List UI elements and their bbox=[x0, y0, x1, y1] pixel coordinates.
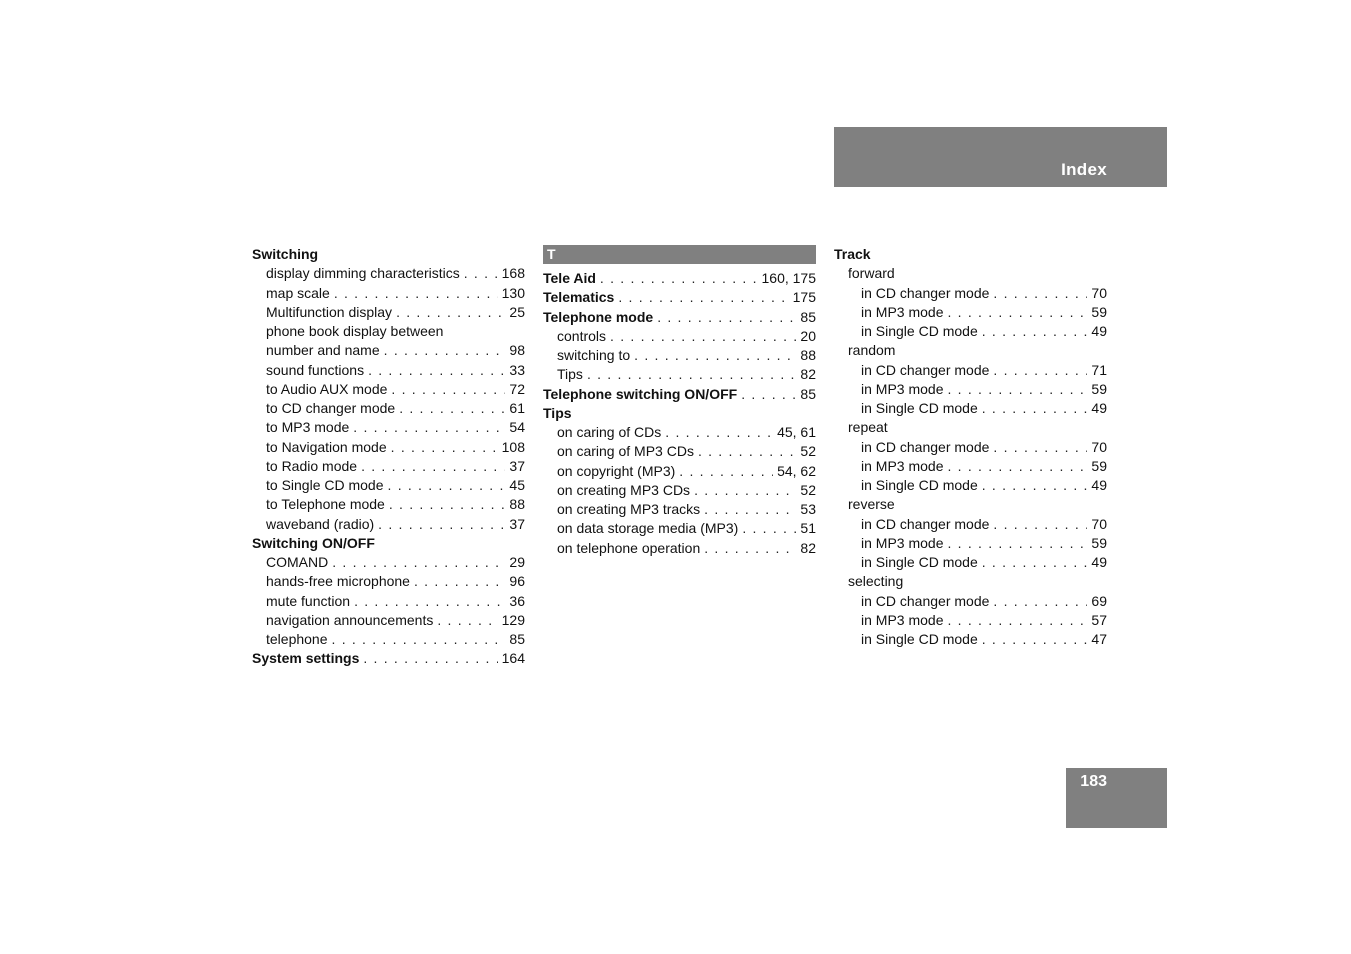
entry-text: in MP3 mode bbox=[861, 380, 944, 397]
index-subentry bbox=[834, 284, 1107, 303]
dot-leader bbox=[657, 308, 796, 327]
page-reference: 129 bbox=[501, 611, 525, 628]
index-subentry bbox=[252, 611, 525, 630]
page-reference: 49 bbox=[1091, 477, 1107, 493]
index-entry bbox=[543, 288, 816, 307]
page-reference: 59 bbox=[1091, 457, 1107, 474]
entry-text: in Single CD mode bbox=[861, 400, 978, 416]
dot-leader bbox=[947, 611, 1087, 630]
entry-text: selecting bbox=[848, 573, 904, 590]
index-subentry bbox=[834, 399, 1107, 418]
page-reference: 54, 62 bbox=[777, 462, 816, 479]
entry-text: to Audio AUX mode bbox=[266, 380, 388, 397]
entry-text: random bbox=[848, 342, 896, 359]
page-reference: 47 bbox=[1091, 631, 1107, 647]
page-reference: 52 bbox=[800, 481, 816, 498]
index-subentry bbox=[252, 303, 525, 322]
dot-leader bbox=[391, 380, 505, 399]
index-subentry bbox=[252, 515, 525, 534]
dot-leader bbox=[947, 380, 1087, 399]
entry-text: Switching ON/OFF bbox=[252, 534, 375, 551]
index-subentry bbox=[252, 341, 525, 360]
entry-text: on telephone operation bbox=[557, 539, 701, 556]
index-header-tab bbox=[834, 127, 1167, 187]
index-entry bbox=[252, 649, 525, 668]
page-reference: 49 bbox=[1091, 400, 1107, 416]
page-reference: 37 bbox=[509, 515, 525, 532]
index-subentry bbox=[834, 264, 1107, 283]
entry-text: in CD changer mode bbox=[861, 438, 990, 455]
index-entry bbox=[543, 404, 816, 423]
entry-text: in MP3 mode bbox=[861, 611, 944, 628]
entry-text: forward bbox=[848, 265, 895, 282]
page-reference: 51 bbox=[800, 520, 816, 537]
entry-text: mute function bbox=[266, 592, 351, 609]
dot-leader bbox=[334, 284, 498, 303]
dot-leader bbox=[600, 269, 758, 288]
dot-leader bbox=[993, 438, 1087, 457]
page-reference: 85 bbox=[800, 308, 816, 325]
index-subentry bbox=[252, 380, 525, 399]
page-number-box bbox=[1066, 768, 1167, 828]
index-subentry bbox=[252, 361, 525, 380]
index-subentry bbox=[834, 553, 1107, 572]
entry-text: to Single CD mode bbox=[266, 477, 384, 493]
entry-text: Track bbox=[834, 246, 871, 262]
dot-leader bbox=[396, 303, 505, 322]
entry-text: to Navigation mode bbox=[266, 438, 387, 455]
entry-text: in Single CD mode bbox=[861, 631, 978, 647]
entry-text: Tele Aid bbox=[543, 270, 596, 286]
dot-leader bbox=[363, 649, 497, 668]
index-subentry bbox=[252, 630, 525, 649]
index-subentry bbox=[834, 438, 1107, 457]
entry-text: in Single CD mode bbox=[861, 554, 978, 570]
entry-text: sound functions bbox=[266, 361, 365, 378]
dot-leader bbox=[982, 630, 1088, 649]
entry-text: in CD changer mode bbox=[861, 361, 990, 378]
dot-leader bbox=[947, 457, 1087, 476]
page-reference: 36 bbox=[509, 592, 525, 609]
index-subentry bbox=[252, 264, 525, 283]
page-reference: 164 bbox=[501, 650, 525, 667]
index-subentry bbox=[252, 457, 525, 476]
entry-text: on copyright (MP3) bbox=[557, 462, 676, 479]
page-reference: 175 bbox=[792, 289, 816, 306]
dot-leader bbox=[993, 592, 1087, 611]
page-reference: 33 bbox=[509, 361, 525, 378]
page-number: 183 bbox=[1080, 773, 1107, 790]
entry-text: in Single CD mode bbox=[861, 323, 978, 339]
page-reference: 29 bbox=[509, 554, 525, 570]
entry-text: phone book display between bbox=[266, 323, 444, 339]
index-subentry bbox=[252, 476, 525, 495]
page-reference: 59 bbox=[1091, 303, 1107, 320]
page-reference: 59 bbox=[1091, 380, 1107, 397]
page-reference: 130 bbox=[501, 284, 525, 301]
entry-text: Tips bbox=[557, 366, 583, 383]
index-subentry bbox=[834, 457, 1107, 476]
entry-text: Telephone mode bbox=[543, 308, 654, 325]
entry-text: to Radio mode bbox=[266, 457, 358, 474]
entry-text: COMAND bbox=[266, 554, 329, 570]
page-reference: 88 bbox=[800, 347, 816, 363]
index-subentry bbox=[252, 553, 525, 572]
entry-text: number and name bbox=[266, 342, 380, 359]
index-subentry bbox=[834, 418, 1107, 437]
page-reference: 85 bbox=[509, 631, 525, 647]
dot-leader bbox=[618, 288, 788, 307]
entry-text: reverse bbox=[848, 496, 895, 513]
entry-text: map scale bbox=[266, 284, 330, 301]
page-reference: 72 bbox=[509, 380, 525, 397]
entry-text: in MP3 mode bbox=[861, 534, 944, 551]
dot-leader bbox=[414, 572, 505, 591]
index-subentry bbox=[834, 611, 1107, 630]
entry-text: on caring of CDs bbox=[557, 424, 662, 440]
page-reference: 108 bbox=[501, 438, 525, 455]
page-reference: 45 bbox=[509, 477, 525, 493]
index-subentry bbox=[834, 476, 1107, 495]
index-subentry bbox=[543, 327, 816, 346]
index-column-1 bbox=[252, 245, 525, 669]
index-column-2 bbox=[543, 245, 816, 558]
entry-text: in CD changer mode bbox=[861, 515, 990, 532]
dot-leader bbox=[399, 399, 505, 418]
dot-leader bbox=[389, 495, 506, 514]
dot-leader bbox=[993, 284, 1087, 303]
index-subentry bbox=[252, 399, 525, 418]
index-subentry bbox=[834, 341, 1107, 360]
page-reference: 98 bbox=[509, 342, 525, 359]
entry-text: switching to bbox=[557, 347, 631, 363]
page-reference: 49 bbox=[1091, 323, 1107, 339]
index-entry bbox=[543, 308, 816, 327]
page-reference: 69 bbox=[1091, 592, 1107, 609]
page-reference: 96 bbox=[509, 573, 525, 590]
dot-leader bbox=[437, 611, 497, 630]
entry-text: on caring of MP3 CDs bbox=[557, 443, 694, 460]
dot-leader bbox=[332, 553, 505, 572]
entry-text: Switching bbox=[252, 246, 319, 262]
dot-leader bbox=[368, 361, 505, 380]
dot-leader bbox=[694, 481, 796, 500]
dot-leader bbox=[665, 423, 773, 442]
index-subentry bbox=[543, 519, 816, 538]
index-subentry bbox=[252, 322, 525, 341]
page-reference: 57 bbox=[1091, 611, 1107, 628]
page-title: Index bbox=[1061, 160, 1107, 179]
index-subentry bbox=[543, 365, 816, 384]
index-subentry bbox=[834, 303, 1107, 322]
page-reference: 85 bbox=[800, 385, 816, 402]
entry-text: in MP3 mode bbox=[861, 457, 944, 474]
entry-text: navigation announcements bbox=[266, 611, 434, 628]
dot-leader bbox=[391, 438, 498, 457]
dot-leader bbox=[982, 322, 1088, 341]
index-subentry bbox=[834, 322, 1107, 341]
dot-leader bbox=[361, 457, 505, 476]
index-subentry bbox=[252, 572, 525, 591]
entry-text: Telematics bbox=[543, 289, 615, 306]
page-reference: 61 bbox=[509, 400, 525, 416]
page-reference: 70 bbox=[1091, 438, 1107, 455]
dot-leader bbox=[698, 442, 796, 461]
entry-text: on creating MP3 CDs bbox=[557, 481, 691, 498]
entry-text: on creating MP3 tracks bbox=[557, 501, 701, 517]
page-reference: 45, 61 bbox=[777, 424, 816, 440]
index-subentry bbox=[543, 500, 816, 519]
dot-leader bbox=[353, 418, 505, 437]
dot-leader bbox=[587, 365, 796, 384]
dot-leader bbox=[378, 515, 505, 534]
entry-text: to CD changer mode bbox=[266, 400, 396, 416]
dot-leader bbox=[679, 462, 773, 481]
page-reference: 20 bbox=[800, 327, 816, 344]
index-subentry bbox=[252, 438, 525, 457]
page-reference: 53 bbox=[800, 501, 816, 517]
dot-leader bbox=[741, 385, 796, 404]
index-subentry bbox=[543, 423, 816, 442]
entry-text: System settings bbox=[252, 650, 360, 667]
dot-leader bbox=[982, 553, 1088, 572]
page-reference: 52 bbox=[800, 443, 816, 460]
dot-leader bbox=[354, 592, 505, 611]
index-subentry bbox=[543, 481, 816, 500]
index-subentry bbox=[252, 284, 525, 303]
entry-text: in CD changer mode bbox=[861, 592, 990, 609]
entry-text: in CD changer mode bbox=[861, 284, 990, 301]
page-reference: 160, 175 bbox=[761, 270, 816, 286]
dot-leader bbox=[704, 500, 796, 519]
page-reference: 54 bbox=[509, 419, 525, 436]
index-subentry bbox=[834, 515, 1107, 534]
page-reference: 25 bbox=[509, 303, 525, 320]
index-subentry bbox=[252, 592, 525, 611]
dot-leader bbox=[947, 534, 1087, 553]
page-reference: 82 bbox=[800, 539, 816, 556]
dot-leader bbox=[993, 361, 1087, 380]
index-entry bbox=[252, 534, 525, 553]
index-entry bbox=[834, 245, 1107, 264]
page-reference: 71 bbox=[1091, 361, 1107, 378]
entry-text: repeat bbox=[848, 419, 888, 436]
index-subentry bbox=[543, 539, 816, 558]
dot-leader bbox=[384, 341, 506, 360]
dot-leader bbox=[464, 264, 498, 283]
index-entry bbox=[543, 269, 816, 288]
index-entry bbox=[543, 385, 816, 404]
dot-leader bbox=[947, 303, 1087, 322]
entry-text: on data storage media (MP3) bbox=[557, 520, 739, 537]
entry-text: to Telephone mode bbox=[266, 496, 385, 513]
entry-text: Multifunction display bbox=[266, 303, 393, 320]
dot-leader bbox=[388, 476, 506, 495]
dot-leader bbox=[332, 630, 506, 649]
entry-text: to MP3 mode bbox=[266, 419, 350, 436]
index-subentry bbox=[543, 462, 816, 481]
entry-text: in Single CD mode bbox=[861, 477, 978, 493]
dot-leader bbox=[982, 399, 1088, 418]
dot-leader bbox=[993, 515, 1087, 534]
page-reference: 70 bbox=[1091, 284, 1107, 301]
index-subentry bbox=[834, 534, 1107, 553]
entry-text: telephone bbox=[266, 631, 328, 647]
index-subentry bbox=[834, 592, 1107, 611]
index-subentry bbox=[834, 380, 1107, 399]
page-reference: 168 bbox=[501, 265, 525, 282]
page-reference: 70 bbox=[1091, 515, 1107, 532]
index-subentry bbox=[834, 630, 1107, 649]
index-subentry bbox=[543, 442, 816, 461]
entry-text: in MP3 mode bbox=[861, 303, 944, 320]
entry-text: display dimming characteristics bbox=[266, 265, 460, 282]
index-subentry bbox=[834, 495, 1107, 514]
index-subentry bbox=[252, 495, 525, 514]
index-subentry bbox=[252, 418, 525, 437]
entry-text: controls bbox=[557, 327, 607, 344]
index-entry bbox=[252, 245, 525, 264]
dot-leader bbox=[742, 519, 796, 538]
page-reference: 88 bbox=[509, 496, 525, 513]
page-reference: 49 bbox=[1091, 554, 1107, 570]
entry-text: Tips bbox=[543, 404, 572, 421]
entry-text: hands-free microphone bbox=[266, 573, 410, 590]
dot-leader bbox=[634, 346, 796, 365]
index-subentry bbox=[834, 572, 1107, 591]
entry-text: waveband (radio) bbox=[266, 515, 375, 532]
index-letter-heading: T bbox=[543, 245, 816, 264]
entry-text: Telephone switching ON/OFF bbox=[543, 385, 738, 402]
dot-leader bbox=[610, 327, 796, 346]
page-reference: 37 bbox=[509, 457, 525, 474]
dot-leader bbox=[982, 476, 1088, 495]
page-reference: 59 bbox=[1091, 534, 1107, 551]
index-column-3 bbox=[834, 245, 1107, 649]
index-subentry bbox=[834, 361, 1107, 380]
index-subentry bbox=[543, 346, 816, 365]
dot-leader bbox=[704, 539, 796, 558]
page-reference: 82 bbox=[800, 366, 816, 383]
